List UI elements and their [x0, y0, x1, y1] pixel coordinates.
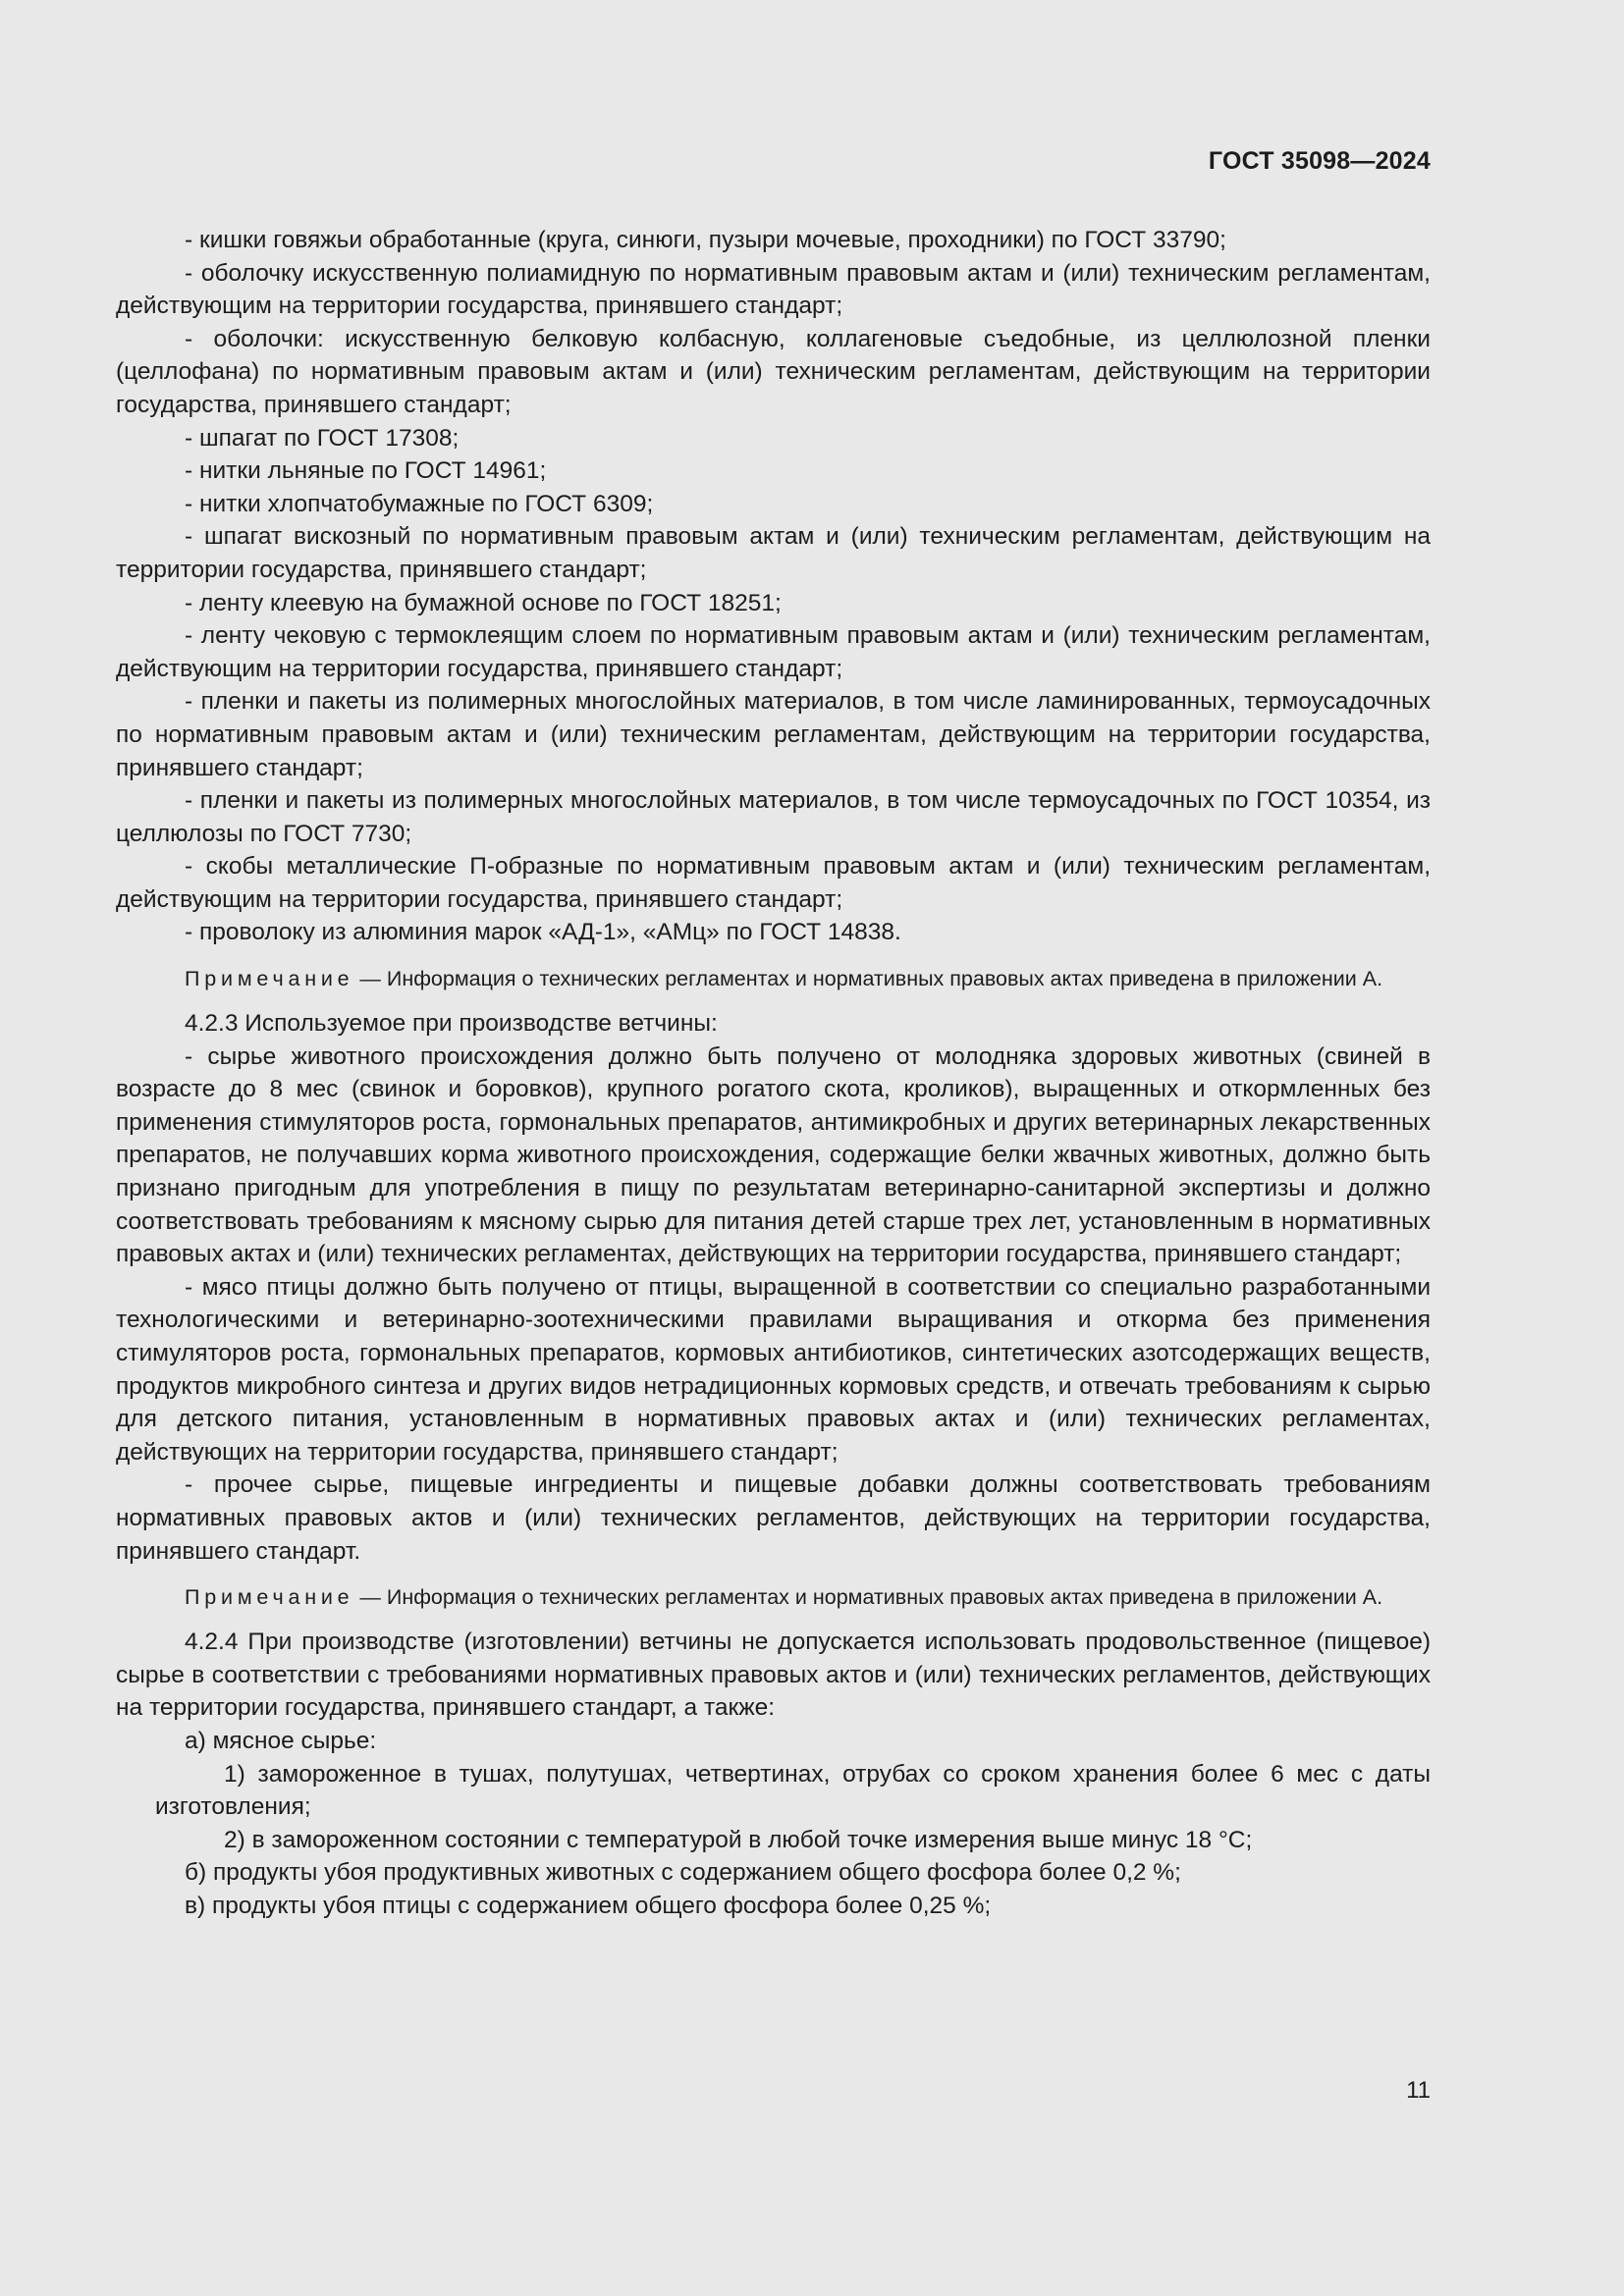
list-item: - шпагат по ГОСТ 17308;	[116, 422, 1431, 455]
note-label: Примечание	[185, 967, 354, 991]
note	[116, 964, 1431, 994]
page-number: 11	[1406, 2077, 1431, 2104]
list-item: - скобы металлические П-образные по нормативным правовым актам и (или) техническим регламентам, действующим на территории государства, принявшего стандарт;	[116, 850, 1431, 916]
list-item: - оболочку искусственную полиамидную по нормативным правовым актам и (или) техническим регламентам, действующим на территории государства, принявшего стандарт;	[116, 257, 1431, 323]
list-item: - шпагат вискозный по нормативным правовым актам и (или) техническим регламентам, действующим на территории государства, принявшего стандарт;	[116, 520, 1431, 586]
note-text: — Информация о технических регламентах и нормативных правовых актах приведена в приложении А.	[353, 1585, 1383, 1610]
enum-item-a: а) мясное сырье:	[185, 1727, 377, 1754]
list-item: - прочее сырье, пищевые ингредиенты и пищевые добавки должны соответствовать требованиям нормативных правовых актов и (или) технических регламентов, действующих на территории государства, принявшего стандарт.	[116, 1468, 1431, 1568]
enum-subitem-1: 1) замороженное в тушах, полутушах, четвертинах, отрубах со сроком хранения более 6 мес с даты изготовления;	[155, 1760, 1431, 1821]
list-item: - сырье животного происхождения должно быть получено от молодняка здоровых животных (свиней в возрасте до 8 мес (свинок и боровков), крупного рогатого скота, кроликов), выращенных и откормленных без применения стимуляторов роста, гормональных препаратов, антимикробных и других ветеринарных лекарственных препаратов, не получавших корма животного происхождения, содержащие белки жвачных животных, должно быть признано пригодным для употребления в пищу по результатам ветеринарно-санитарной экспертизы и должно соответствовать требованиям к мясному сырью для питания детей старше трех лет, установленным в нормативных правовых актах и (или) технических регламентах, действующих на территории государства, принявшего стандарт;	[116, 1041, 1431, 1271]
list-item: - оболочки: искусственную белковую колбасную, коллагеновые съедобные, из целлюлозной пленки (целлофана) по нормативным правовым актам и (или) техническим регламентам, действующим на территории государства, принявшего стандарт;	[116, 323, 1431, 422]
note	[116, 1582, 1431, 1613]
list-item: - пленки и пакеты из полимерных многослойных материалов, в том числе ламинированных, термоусадочных по нормативным правовым актам и (или) техническим регламентам, действующим на территории государства, принявшего стандарт;	[116, 685, 1431, 784]
enum-item-b: б) продукты убоя продуктивных животных с содержанием общего фосфора более 0,2 %;	[185, 1859, 1181, 1887]
note-label: Примечание	[185, 1585, 354, 1610]
list-item: - нитки хлопчатобумажные по ГОСТ 6309;	[116, 488, 1431, 521]
section-paragraph-4-2-4: 4.2.4 При производстве (изготовлении) ветчины не допускается использовать продовольственное (пищевое) сырье в соответствии с требованиями нормативных правовых актов и (или) технических регламентов, действующих на территории государства, принявшего стандарт, а также:	[116, 1629, 1431, 1722]
list-item: - мясо птицы должно быть получено от птицы, выращенной в соответствии со специально разработанными технологическими и ветеринарно-зоотехническими правилами выращивания и откорма без применения стимуляторов роста, гормональных препаратов, кормовых антибиотиков, синтетических азотсодержащих веществ, продуктов микробного синтеза и других видов нетрадиционных кормовых средств, и отвечать требованиям к сырью для детского питания, установленным в нормативных правовых актах и (или) технических регламентах, действующих на территории государства, принявшего стандарт;	[116, 1271, 1431, 1469]
standard-designation: ГОСТ 35098—2024	[1208, 147, 1431, 175]
list-item: - пленки и пакеты из полимерных многослойных материалов, в том числе термоусадочных по ГОСТ 10354, из целлюлозы по ГОСТ 7730;	[116, 784, 1431, 850]
page-body	[116, 224, 1431, 1923]
list-item: - кишки говяжьи обработанные (круга, синюги, пузыри мочевые, проходники) по ГОСТ 33790;	[116, 224, 1431, 257]
list-item: - нитки льняные по ГОСТ 14961;	[116, 454, 1431, 488]
list-item: - проволоку из алюминия марок «АД-1», «АМц» по ГОСТ 14838.	[116, 916, 1431, 949]
list-item: - ленту клеевую на бумажной основе по ГОСТ 18251;	[116, 587, 1431, 620]
enum-subitem-2: 2) в замороженном состоянии с температурой в любой точке измерения выше минус 18 °С;	[224, 1826, 1253, 1853]
list-item: - ленту чековую с термоклеящим слоем по нормативным правовым актам и (или) техническим регламентам, действующим на территории государства, принявшего стандарт;	[116, 619, 1431, 685]
note-text: — Информация о технических регламентах и нормативных правовых актах приведена в приложении А.	[353, 967, 1383, 991]
section-heading-4-2-3: 4.2.3 Используемое при производстве ветчины:	[185, 1010, 718, 1038]
enum-item-v: в) продукты убоя птицы с содержанием общего фосфора более 0,25 %;	[185, 1892, 992, 1919]
